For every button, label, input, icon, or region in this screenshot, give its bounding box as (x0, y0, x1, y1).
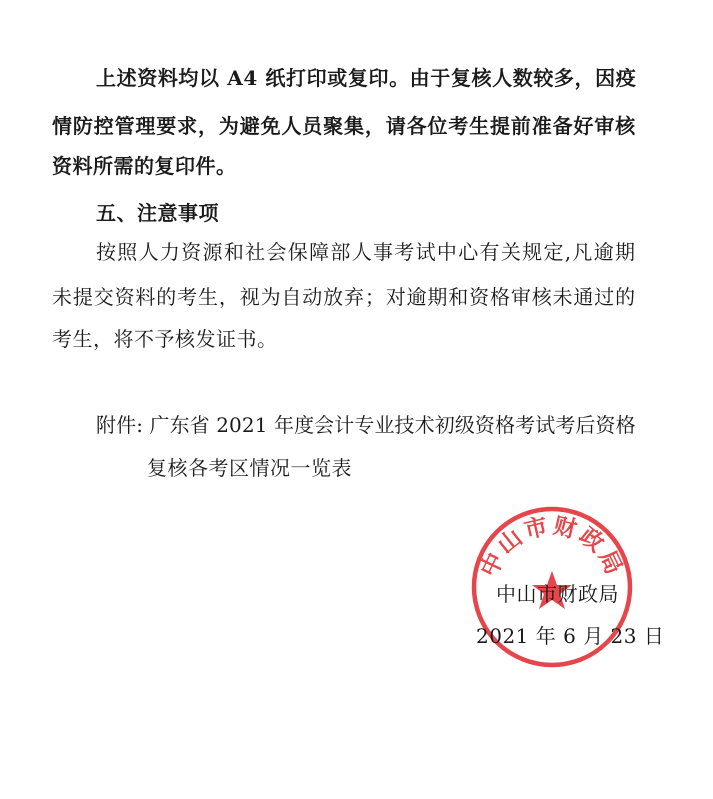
attachment-line-2: 复核各考区情况一览表 (147, 456, 352, 480)
paragraph-1-line-2: 情防控管理要求，为避免人员聚集，请各位考生提前准备好审核 (52, 114, 636, 138)
section-5-heading: 五、注意事项 (96, 201, 219, 225)
paragraph-2-line-2: 未提交资料的考生，视为自动放弃；对逾期和资格审核未通过的 (52, 285, 636, 309)
paragraph-1-line-3: 资料所需的复印件。 (52, 154, 237, 178)
signing-organization: 中山市财政局 (496, 582, 619, 606)
paragraph-1-line-1: 上述资料均以 A4 纸打印或复印。由于复核人数较多，因疫 (96, 66, 637, 90)
attachment-line-1: 附件: 广东省 2021 年度会计专业技术初级资格考试考后资格 (96, 413, 636, 437)
signing-date: 2021 年 6 月 23 日 (476, 624, 665, 648)
svg-text:中山市财政局: 中山市财政局 (476, 512, 628, 582)
paragraph-2-line-1: 按照人力资源和社会保障部人事考试中心有关规定,凡逾期 (96, 240, 637, 264)
paragraph-2-line-3: 考生，将不予核发证书。 (52, 327, 278, 351)
